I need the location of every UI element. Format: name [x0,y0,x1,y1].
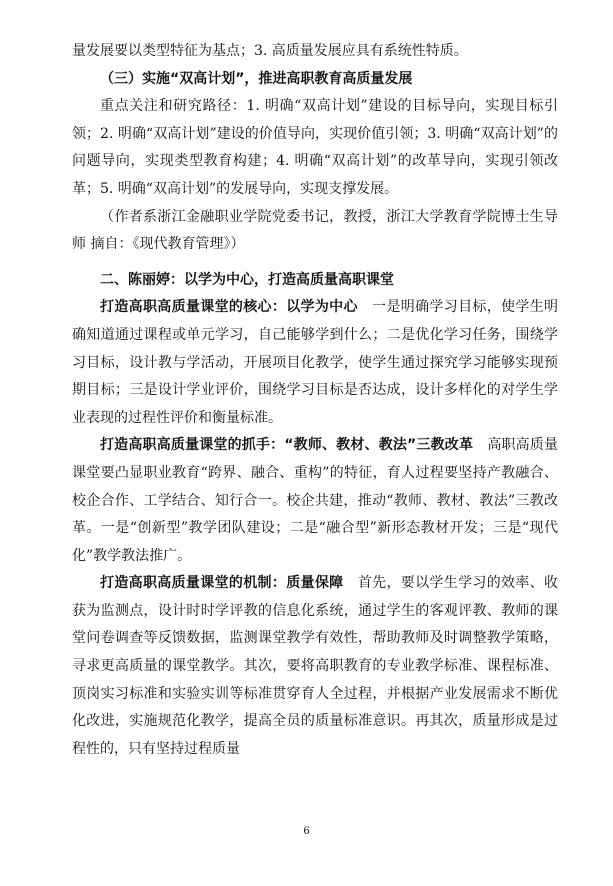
paragraph-body-mechanism: 首先，要以学生学习的效率、收获为监测点，设计时时学评教的信息化系统，通过学生的客观评教、教师的课堂问卷调查等反馈数据，监测课堂教学有效性，帮助教师及时调整教学策略，寻求更高质量的课堂教学。其次，要将高职教育的专业教学标准、课程标准、顶岗实习标准和实验实训等标准贯穿育人全过程，并根据产业发展需求不断优化改进，实施规范化教学，提高全员的质量标准意识。再其次，质量形成是过程性的，只有坚持过程质量 [72,575,559,757]
paragraph-body-reform: 高职高质量课堂要凸显职业教育“跨界、融合、重构”的特征，育人过程要坚持产教融合、校企合作、工学结合、知行合一。校企共建，推动“教师、教材、教法”三教改革。一是“创新型”教学团队建设；二是“融合型”新形态教材开发；三是“现代化”教学教法推广。 [72,437,559,564]
paragraph-mechanism [72,570,558,763]
paragraph-body-core: 一是明确学习目标，使学生明确知道通过课程或单元学习，自己能够学到什么；二是优化学习任务，围绕学习目标，设计教与学活动，开展项目化教学，使学生通过探究学习能够实现预期目标；三是设计学业评价，围绕学习目标是否达成，设计多样化的对学生学业表现的过程性评价和衡量标准。 [72,299,559,426]
paragraph-lead-mechanism: 打造高职高质量课堂的机制：质量保障 [100,575,344,592]
paragraph-lead-core: 打造高职高质量课堂的核心：以学为中心 [100,299,358,316]
paragraph-continuation: 量发展要以类型特征为基点；3. 高质量发展应具有系统性特质。 [72,43,468,59]
author-note: （作者系浙江金融职业学院党委书记，教授，浙江大学教育学院博士生导师 摘自：《现代教育管理》） [72,208,558,253]
paragraph-lead-reform: 打造高职高质量课堂的抓手：“教师、教材、教法”三教改革 [100,437,474,454]
subsection-heading: （三）实施“双高计划”，推进高职教育高质量发展 [100,70,413,87]
page-number: 6 [303,826,310,837]
paragraph-reform [72,432,558,570]
paragraph-core [72,294,558,432]
body-text [72,38,558,763]
section-heading: 二、陈丽婷：以学为中心，打造高质量高职课堂 [100,271,394,288]
paragraph-research-paths: 重点关注和研究路径：1. 明确“双高计划”建设的目标导向，实现目标引领；2. 明确“双高计划”建设的价值导向，实现价值引领；3. 明确“双高计划”的问题导向，实现类型教育构建；4. 明确“双高计划”的改革导向，实现引领改革；5. 明确“双高计划”的发展导向，实现支撑发展。 [72,98,558,197]
